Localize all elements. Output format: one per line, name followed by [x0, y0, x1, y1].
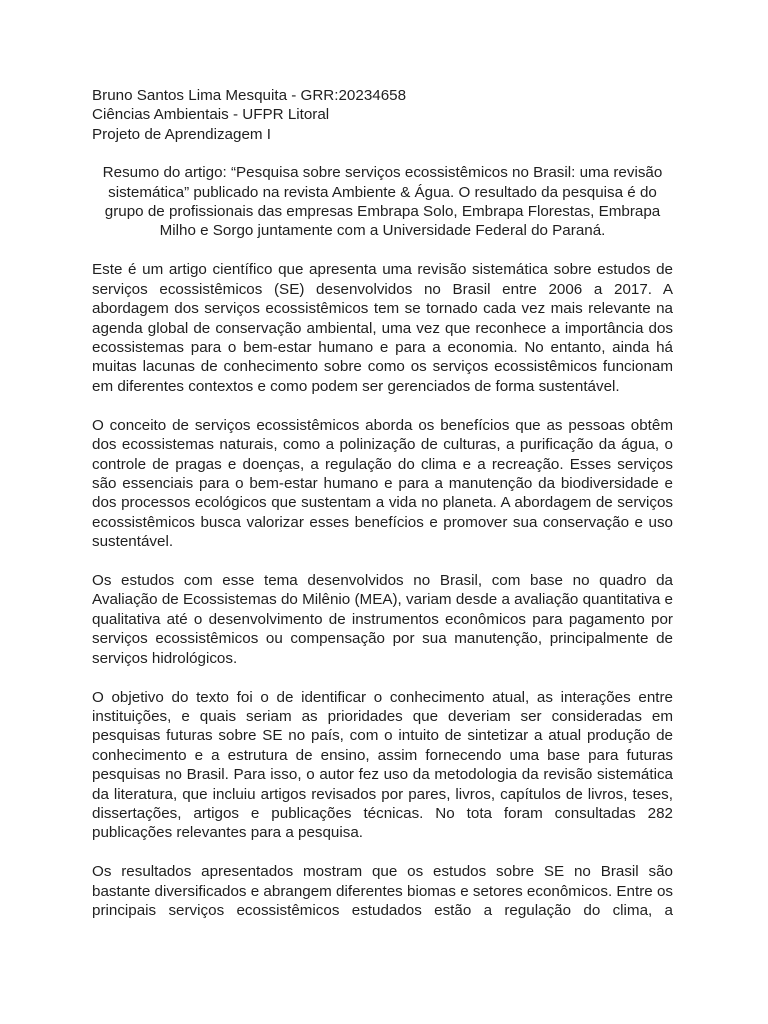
paragraph-intro: Este é um artigo científico que apresenta uma revisão sistemática sobre estudos de serviços ecossistêmicos (SE) desenvolvidos no Brasil entre 2006 a 2017. A abordagem dos serviços ecossistêmicos tem se tornado cada vez mais relevante na agenda global de conservação ambiental, uma vez que reconhece a importância dos ecossistemas para o bem-estar humano e para a economia. No entanto, ainda há muitas lacunas de conhecimento sobre como os serviços ecossistêmicos funcionam em diferentes contextos e como podem ser gerenciados de forma sustentável. — [92, 261, 673, 395]
document-header — [92, 86, 673, 144]
paragraph-results: Os resultados apresentados mostram que os estudos sobre SE no Brasil são bastante diversificados e abrangem diferentes biomas e setores econômicos. Entre os principais serviços ecossistêmicos estudados estão a regulação do clima, a — [92, 863, 673, 920]
paragraph-objective: O objetivo do texto foi o de identificar o conhecimento atual, as interações entre instituições, e quais seriam as prioridades que deveriam ser consideradas em pesquisas futuras sobre SE no país, com o intuito de sintetizar a atual produção de conhecimento e a estrutura de ensino, assim fornecendo uma base para futuras pesquisas no Brasil. Para isso, o autor fez uso da metodologia da revisão sistemática da literatura, que incluiu artigos revisados por pares, livros, capítulos de livros, teses, dissertações, artigos e publicações técnicas. No tota foram consultadas 282 publicações relevantes para a pesquisa. — [92, 688, 673, 842]
paragraph-studies: Os estudos com esse tema desenvolvidos no Brasil, com base no quadro da Avaliação de Ecossistemas do Milênio (MEA), variam desde a avaliação quantitativa e qualitativa até o desenvolvimento de instrumentos econômicos para pagamento por serviços ecossistêmicos ou compensação por sua manutenção, principalmente de serviços hidrológicos. — [92, 572, 673, 667]
project-line: Projeto de Aprendizagem I — [92, 125, 271, 143]
paragraph-concept: O conceito de serviços ecossistêmicos aborda os benefícios que as pessoas obtêm dos ecossistemas naturais, como a polinização de culturas, a purificação da água, o controle de pragas e doenças, a regulação do clima e a recreação. Esses serviços são essenciais para o bem-estar humano e para a manutenção da biodiversidade e dos processos ecológicos que sustentam a vida no planeta. A abordagem de serviços ecossistêmicos busca valorizar esses benefícios e promover sua conservação e uso sustentável. — [92, 416, 673, 551]
article-abstract: Resumo do artigo: “Pesquisa sobre serviços ecossistêmicos no Brasil: uma revisão sistemática” publicado na revista Ambiente & Água. O resultado da pesquisa é do grupo de profissionais das empresas Embrapa Solo, Embrapa Florestas, Embrapa Milho e Sorgo juntamente com a Universidade Federal do Paraná. — [102, 164, 663, 240]
document-page — [92, 86, 673, 921]
author-line: Bruno Santos Lima Mesquita - GRR:20234658 — [92, 87, 407, 104]
course-line: Ciências Ambientais - UFPR Litoral — [92, 106, 330, 124]
